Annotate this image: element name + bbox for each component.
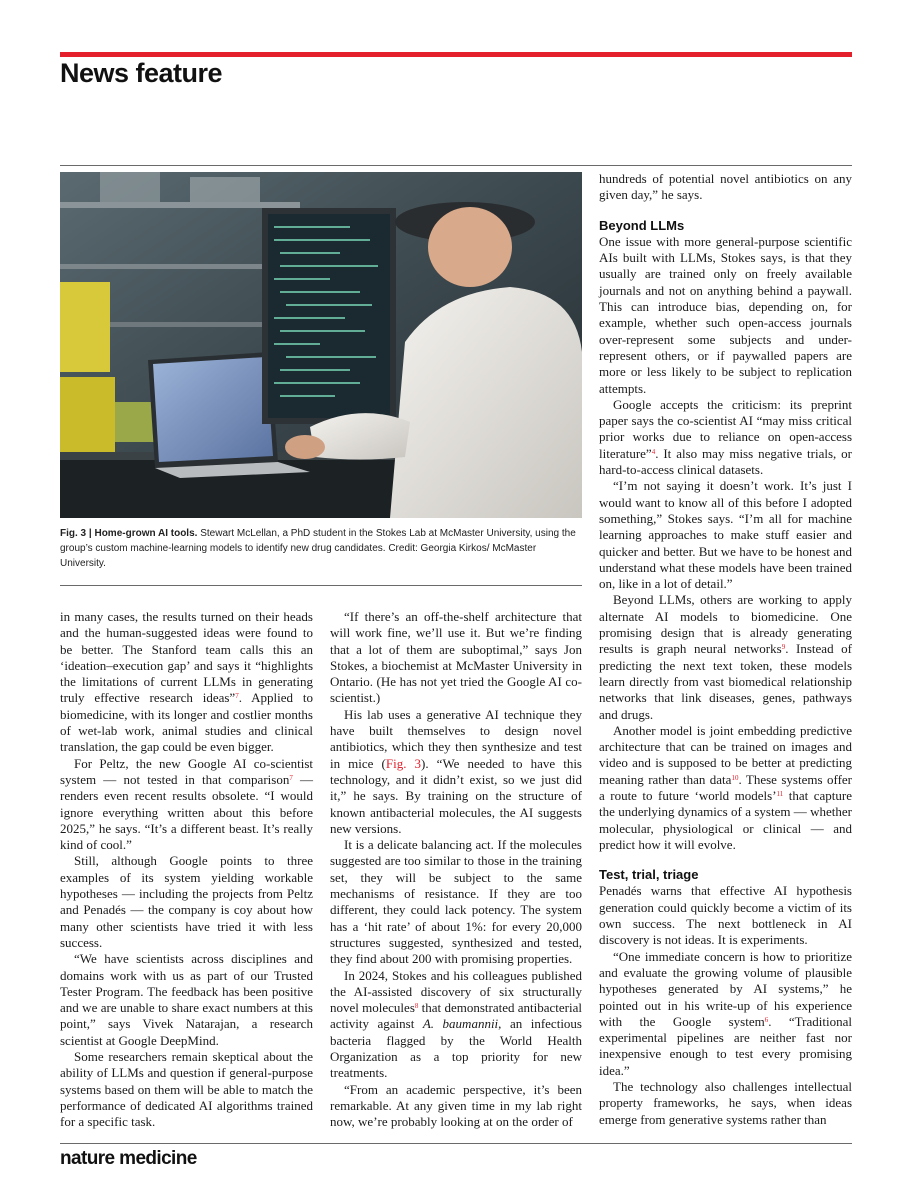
- article-column-3: [599, 171, 852, 1128]
- text-run: . These systems offer a route to future ‘world models’: [599, 771, 853, 803]
- top-accent-bar: [60, 52, 852, 57]
- reference-superscript[interactable]: 4: [651, 447, 656, 456]
- paragraph: “If there’s an off-the-shelf architecture that will work fine, we’ll use it. But we’re finding that a lot of them are suboptimal,” says Jon Stokes, a biochemist at McMaster University in Ontario. (He has not yet tried the Google AI co-scientist.): [330, 609, 582, 706]
- paragraph: “We have scientists across disciplines and domains work with us as part of our Trusted Tester Program. The feedback has been positive and we are unable to share exact numbers at this point,” says Vivek Natarajan, a research scientist at Google DeepMind.: [60, 951, 313, 1048]
- paragraph: Penadés warns that effective AI hypothesis generation could quickly become a victim of its own success. The next bottleneck in AI discovery is not ideas. It is experiments.: [599, 883, 852, 948]
- text-run: . “Traditional experimental pipelines are neither fast nor inexpensive enough to test every promising idea.”: [599, 1013, 852, 1078]
- journal-logo: nature medicine: [60, 1148, 197, 1169]
- text-run: that demonstrated antibacterial activity against: [330, 1000, 582, 1032]
- figure-label: Fig. 3 | Home-grown AI tools.: [60, 528, 198, 539]
- paragraph: [599, 723, 852, 853]
- reference-superscript[interactable]: 11: [776, 789, 784, 798]
- text-run: “One immediate concern is how to prioritize and evaluate the growing volume of plausible hypotheses generated by AI systems,” he pointed out in his write-up of his experience with the Google system: [599, 948, 852, 1029]
- paragraph: [599, 592, 852, 722]
- species-name: A. baumannii: [422, 1016, 499, 1032]
- text-run: Google accepts the criticism: its preprint paper says the co-scientist AI “may miss critical prior works due to reliance on open-access literature”: [599, 396, 852, 461]
- reference-superscript[interactable]: 9: [781, 643, 786, 652]
- text-run: Another model is joint embedding predictive architecture that can be trained on images and video and is supposed to be better at predicting meaning rather than data: [599, 722, 852, 787]
- figure-photo: [60, 172, 582, 518]
- paragraph: “From an academic perspective, it’s been remarkable. At any given time in my lab right now, we’re probably looking at on the order of: [330, 1081, 582, 1130]
- figure-bottom-rule: [60, 585, 582, 586]
- reference-superscript[interactable]: 7: [235, 692, 239, 701]
- paragraph: Some researchers remain skeptical about the ability of LLMs and question if general-purpose systems based on them will be able to match the performance of dedicated AI algorithms trained for a specific task.: [60, 1049, 313, 1130]
- paragraph: hundreds of potential novel antibiotics on any given day,” he says.: [599, 171, 852, 203]
- text-run: . Instead of predicting the next text token, these models learn directly from vast biomedical relationship networks that link diseases, genes, pathways and drugs.: [599, 641, 852, 722]
- text-run: For Peltz, the new Google AI co-scientist system — not tested in that comparison: [60, 755, 313, 787]
- figure-caption: [60, 526, 582, 571]
- text-run: In 2024, Stokes and his colleagues published the AI-assisted discovery of six structurally novel molecules: [330, 967, 582, 1016]
- section-title: News feature: [60, 58, 223, 88]
- figure-reference-link[interactable]: Fig. 3: [385, 755, 422, 771]
- reference-superscript[interactable]: 6: [764, 1015, 769, 1024]
- text-run: . Applied to biomedicine, with its longer and costlier months of wet-lab work, animal studies and clinical translation, the gap could be even bigger.: [60, 690, 313, 755]
- paragraph: The technology also challenges intellectual property frameworks, he says, when ideas emerge from generative systems rather than: [599, 1079, 852, 1127]
- reference-superscript[interactable]: 8: [414, 1002, 419, 1011]
- reference-superscript[interactable]: 7: [289, 773, 293, 782]
- text-run: Beyond LLMs, others are working to apply alternate AI models to biomedicine. One promising design that is already generating results is graph neural networks: [599, 592, 852, 657]
- paragraph: Still, although Google points to three examples of its system yielding workable hypotheses — including the projects from Peltz and Penadés — the company is coy about how many other scientists have tried it with less success.: [60, 853, 313, 950]
- text-run: — renders even recent results obsolete. “I would ignore everything written about this before 2025,” he says. “It’s a different beast. It’s really kind of cool.”: [60, 771, 313, 853]
- article-column-1: [60, 609, 313, 1131]
- footer-rule: [60, 1143, 852, 1144]
- text-run: His lab uses a generative AI technique they have built themselves to design novel antibiotics, which they then synthesize and test in mice (: [330, 706, 582, 771]
- header-rule: [60, 165, 852, 166]
- subheading-beyond-llms: Beyond LLMs: [599, 217, 685, 233]
- paragraph: It is a delicate balancing act. If the molecules suggested are too similar to those in the training set, they will be subject to the same mechanisms of resistance. If they are too different, they could lack potency. The system has a ‘hit rate’ of about 1%: for every 20,000 structures suggested, synthesized and tested, they find about 200 with promising properties.: [330, 837, 582, 967]
- paragraph: [60, 609, 313, 756]
- paragraph: [330, 968, 582, 1082]
- text-run: ). “We needed to have this technology, and it didn’t exist, so we just did it,” he says. By training on the structure of known antibacterial molecules, the AI suggests new versions.: [330, 755, 582, 836]
- paragraph: [60, 756, 313, 854]
- figure-caption-text: Stewart McLellan, a PhD student in the Stokes Lab at McMaster University, using the group’s custom machine-learning models to identify new drug candidates. Credit: Georgia Kirkos/ McMaster University.: [60, 528, 576, 569]
- text-run: that capture the underlying dynamics of a system — whether molecular, physiological or clinical — and predict how it will evolve.: [599, 787, 852, 852]
- text-run: , an infectious bacteria flagged by the World Health Organization as a top priority for new treatments.: [330, 1016, 582, 1081]
- paragraph: One issue with more general-purpose scientific AIs built with LLMs, Stokes says, is that they usually are trained only on freely available journals and not on anything behind a paywall. This can introduce bias, depending on, for example, whether such open-access journals over-represent some subjects and under-represent others, or if paywalled papers are more or less likely to be subject to replication attempts.: [599, 233, 852, 396]
- paragraph: [599, 949, 852, 1079]
- text-run: in many cases, the results turned on their heads and the human-suggested ideas were found to be better. The Stanford team calls this an ‘ideation–execution gap’ and says it “highlights the limitations of current LLMs in generating truly effective research ideas”: [60, 609, 313, 706]
- article-column-2: [330, 609, 582, 1131]
- paragraph: [599, 397, 852, 478]
- text-run: . It also may miss negative trials, or hard-to-access clinical datasets.: [599, 445, 852, 478]
- subheading-test-trial-triage: Test, trial, triage: [599, 867, 699, 883]
- reference-superscript[interactable]: 10: [731, 773, 739, 782]
- paragraph: “I’m not saying it doesn’t work. It’s just I would want to know all of this before I adopted something,” Stokes says. “I’m all for machine learning approaches to make stuff easier and quicker and better. But we have to be honest and understand what these models have been trained on, like in a lot of detail.”: [599, 478, 852, 592]
- paragraph: [330, 707, 582, 837]
